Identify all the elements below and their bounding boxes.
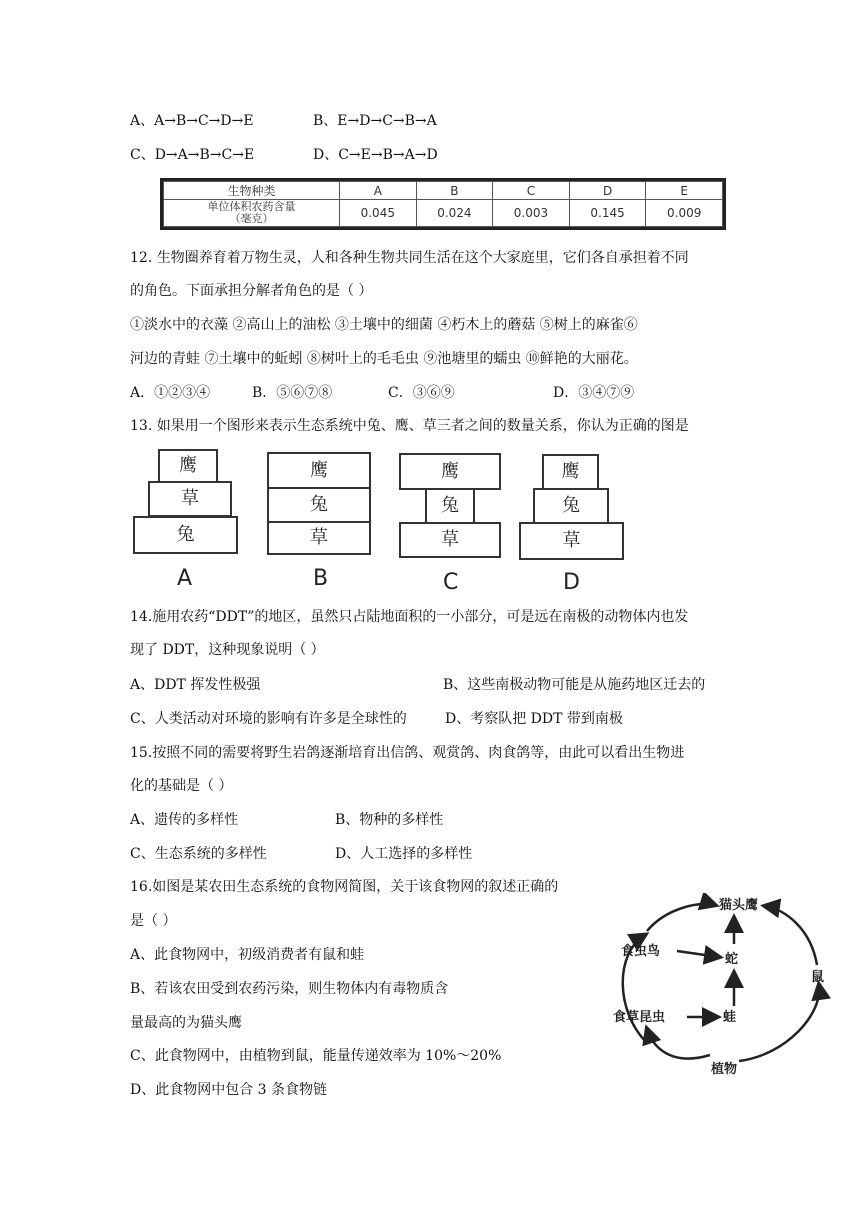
pyramid-c-bottom: 草 [399, 522, 501, 558]
pyramid-a-top: 鹰 [158, 449, 218, 483]
table-header-content-line2: （毫克） [229, 212, 274, 225]
pyramid-d-label: D [563, 570, 580, 595]
q12-items-line1: ①淡水中的衣藻 ②高山上的油松 ③土壤中的细菌 ④朽木上的蘑菇 ⑤树上的麻雀⑥ [130, 317, 638, 333]
q15-option-b: B、物种的多样性 [335, 812, 444, 828]
pyramid-d-bottom: 草 [519, 522, 624, 560]
q14-option-c: C、人类活动对环境的影响有许多是全球性的 [130, 711, 407, 727]
node-owl: 猫头鹰 [719, 898, 759, 913]
arrow-bird-to-owl [647, 904, 715, 931]
q14-stem-line2: 现了 DDT，这种现象说明（ ） [130, 642, 325, 658]
q15-option-d: D、人工选择的多样性 [335, 846, 473, 862]
arrow-plant-to-insect [647, 1029, 710, 1059]
table-value-e: 0.009 [646, 200, 723, 227]
table-header-content-line1: 单位体积农药含量 [207, 200, 296, 213]
arrow-bird-to-snake [677, 951, 719, 957]
table-col-b: B [416, 182, 493, 200]
arrow-plant-to-mouse [739, 985, 819, 1061]
q16-option-b-line2: 量最高的为猫头鹰 [130, 1015, 242, 1031]
q12-stem-line2: 的角色。下面承担分解者角色的是（ ） [130, 283, 373, 299]
q13-stem: 13. 如果用一个图形来表示生态系统中兔、鹰、草三者之间的数量关系，你认为正确的图是 [130, 418, 689, 434]
node-mouse: 鼠 [811, 970, 825, 985]
q15-stem-line2: 化的基础是（ ） [130, 778, 233, 794]
q11-option-a: A、A→B→C→D→E [130, 113, 254, 129]
q12-option-b: B．⑤⑥⑦⑧ [252, 385, 333, 401]
q16-stem-line1: 16.如图是某农田生态系统的食物网简图，关于该食物网的叙述正确的 [130, 879, 559, 895]
q16-option-c: C、此食物网中，由植物到鼠，能量传递效率为 10%～20% [130, 1048, 502, 1064]
node-frog: 蛙 [723, 1010, 737, 1025]
q11-option-b: B、E→D→C→B→A [313, 113, 437, 129]
pyramid-a-label: A [177, 566, 193, 591]
table-col-d: D [569, 182, 646, 200]
pyramid-b-label: B [313, 566, 329, 591]
pesticide-table [160, 178, 726, 230]
table-col-e: E [646, 182, 723, 200]
table-header-species: 生物种类 [164, 182, 340, 200]
q16-stem-line2: 是（ ） [130, 913, 177, 929]
node-insectivorous-bird: 食虫鸟 [621, 944, 661, 959]
pyramid-a-middle: 草 [148, 481, 232, 517]
q12-option-a: A．①②③④ [130, 385, 211, 401]
pyramid-b-middle: 兔 [267, 487, 371, 523]
q11-option-c: C、D→A→B→C→E [130, 147, 255, 163]
q16-option-b-line1: B、若该农田受到农药污染，则生物体内有毒物质含 [130, 981, 449, 997]
pyramid-d-middle: 兔 [533, 488, 609, 524]
q14-option-b: B、这些南极动物可能是从施药地区迁去的 [443, 677, 706, 693]
pyramid-c-top: 鹰 [399, 453, 501, 490]
q14-stem-line1: 14.施用农药“DDT”的地区，虽然只占陆地面积的一小部分，可是远在南极的动物体内也发 [130, 609, 689, 625]
pyramid-d-top: 鹰 [542, 454, 599, 490]
table-value-d: 0.145 [569, 200, 646, 227]
pyramid-a-bottom: 兔 [133, 516, 238, 554]
q12-option-d: D．③④⑦⑨ [553, 385, 635, 401]
q14-option-d: D、考察队把 DDT 带到南极 [445, 711, 623, 727]
pyramid-c-label: C [443, 570, 459, 595]
pyramid-b-top: 鹰 [267, 452, 371, 489]
q15-option-a: A、遗传的多样性 [130, 812, 239, 828]
q16-option-a: A、此食物网中，初级消费者有鼠和蛙 [130, 947, 365, 963]
table-value-a: 0.045 [340, 200, 417, 227]
q12-stem-line1: 12. 生物圈养育着万物生灵，人和各种生物共同生活在这个大家庭里，它们各自承担着不同 [130, 250, 689, 266]
node-plant: 植物 [711, 1062, 738, 1077]
q16-option-d: D、此食物网中包合 3 条食物链 [130, 1082, 328, 1098]
table-col-c: C [493, 182, 570, 200]
pyramid-c-middle: 兔 [425, 488, 475, 524]
food-web-diagram [607, 893, 832, 1078]
q15-option-c: C、生态系统的多样性 [130, 846, 267, 862]
table-value-b: 0.024 [416, 200, 493, 227]
q11-option-d: D、C→E→B→A→D [313, 147, 438, 163]
pyramid-b-bottom: 草 [267, 521, 371, 555]
node-herbivorous-insect: 食草昆虫 [613, 1010, 666, 1025]
table-col-a: A [340, 182, 417, 200]
q12-items-line2: 河边的青蛙 ⑦土壤中的蚯蚓 ⑧树叶上的毛毛虫 ⑨池塘里的蠕虫 ⑩鲜艳的大丽花。 [130, 351, 638, 367]
arrow-mouse-to-owl [765, 906, 817, 965]
table-value-c: 0.003 [493, 200, 570, 227]
table-header-content [164, 200, 340, 227]
node-snake: 蛇 [725, 952, 739, 967]
q14-option-a: A、DDT 挥发性极强 [130, 677, 261, 693]
q12-option-c: C．③⑥⑨ [388, 385, 455, 401]
q15-stem-line1: 15.按照不同的需要将野生岩鸽逐渐培育出信鸽、观赏鸽、肉食鸽等，由此可以看出生物进 [130, 745, 685, 761]
